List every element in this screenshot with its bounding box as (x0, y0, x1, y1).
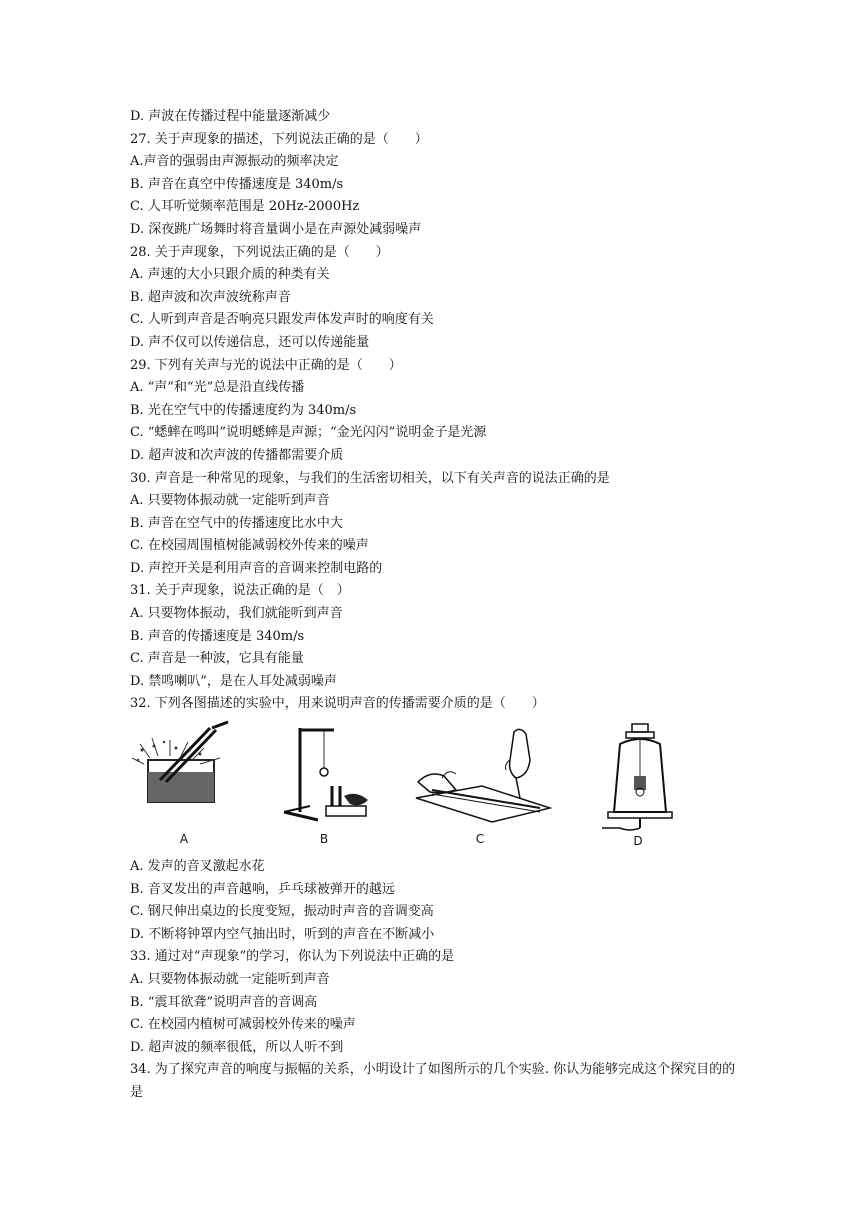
option-line: B. 声音在真空中传播速度是 340m/s (130, 176, 344, 192)
figure-label-a: A (179, 832, 189, 847)
option-line: C. 在校园内植树可减弱校外传来的噪声 (130, 1017, 356, 1033)
option-line: A. 只要物体振动就一定能听到声音 (130, 972, 330, 987)
question-27-stem: 27. 关于声现象的描述，下列说法正确的是（ ） (130, 131, 428, 147)
option-line: C. 钢尺伸出桌边的长度变短，振动时声音的音调变高 (130, 904, 434, 920)
option-line: D. 超声波的频率很低，所以人听不到 (130, 1039, 344, 1055)
option-line: C. 在校园周围植树能减弱校外传来的噪声 (130, 538, 369, 554)
option-line: B. 光在空气中的传播速度约为 340m/s (130, 402, 357, 418)
option-line: B. 音叉发出的声音越响，乒乓球被弹开的越远 (130, 881, 395, 897)
figure-d-bell-jar (600, 720, 680, 849)
question-content (130, 106, 770, 1105)
ping-pong-fork-illustration (270, 720, 380, 830)
question-31-stem: 31. 关于声现象，说法正确的是（ ） (130, 583, 350, 599)
ruler-desk-illustration (412, 720, 552, 830)
question-lines-top (130, 106, 770, 716)
option-line: B. 超声波和次声波统称声音 (130, 289, 291, 305)
option-line: A. “声”和“光”总是沿直线传播 (130, 380, 305, 396)
figure-label-c: C (475, 832, 485, 847)
figure-label-d: D (633, 834, 643, 849)
question-34-stem: 34. 为了探究声音的响度与振幅的关系，小明设计了如图所示的几个实验. 你认为能够完成这个探究目的的是 (130, 1062, 736, 1100)
question-29-stem: 29. 下列有关声与光的说法中正确的是（ ） (130, 357, 402, 373)
option-line: C. 声音是一种波，它具有能量 (130, 651, 304, 667)
figure-a-tuning-fork-water (130, 720, 240, 847)
figure-label-b: B (319, 832, 329, 847)
option-line: C. 人听到声音是否响亮只跟发声体发声时的响度有关 (130, 312, 434, 328)
option-line: A. 发声的音叉激起水花 (130, 859, 265, 875)
question-33-stem: 33. 通过对“声现象”的学习，你认为下列说法中正确的是 (130, 949, 455, 965)
question-32-stem: 32. 下列各图描述的实验中，用来说明声音的传播需要介质的是（ ） (130, 696, 545, 712)
bell-jar-illustration (600, 720, 680, 840)
question-28-stem: 28. 关于声现象，下列说法正确的是（ ） (130, 244, 389, 260)
tuning-fork-water-illustration (130, 720, 240, 830)
text-line: D. 声波在传播过程中能量逐渐减少 (130, 109, 331, 124)
option-line: D. 声不仅可以传递信息，还可以传递能量 (130, 334, 370, 350)
option-line: A. 声速的大小只跟介质的种类有关 (130, 267, 330, 283)
question-lines-bottom (130, 856, 770, 1059)
option-line: A.声音的强弱由声源振动的频率决定 (130, 154, 339, 170)
figure-b-ping-pong-tuning-fork (270, 720, 380, 847)
figure-c-ruler-on-desk (412, 720, 552, 847)
option-line: C. 人耳听觉频率范围是 20Hz-2000Hz (130, 199, 360, 215)
option-line: D. 超声波和次声波的传播都需要介质 (130, 447, 344, 463)
option-line: D. 不断将钟罩内空气抽出时，听到的声音在不断减小 (130, 926, 435, 942)
option-line: C. “蟋蟀在鸣叫”说明蟋蟀是声源；“金光闪闪”说明金子是光源 (130, 425, 487, 441)
option-line: A. 只要物体振动就一定能听到声音 (130, 493, 330, 509)
option-line: B. “震耳欲聋”说明声音的音调高 (130, 994, 318, 1010)
experiment-figures (130, 720, 770, 852)
option-line: B. 声音在空气中的传播速度比水中大 (130, 515, 343, 531)
option-line: A. 只要物体振动，我们就能听到声音 (130, 606, 343, 622)
question-30-stem: 30. 声音是一种常见的现象，与我们的生活密切相关，以下有关声音的说法正确的是 (130, 470, 610, 486)
option-line: D. 声控开关是利用声音的音调来控制电路的 (130, 560, 383, 576)
option-line: D. 深夜跳广场舞时将音量调小是在声源处减弱噪声 (130, 221, 422, 237)
option-line: D. 禁鸣喇叭”，是在人耳处减弱噪声 (130, 673, 337, 689)
option-line: B. 声音的传播速度是 340m/s (130, 628, 305, 644)
